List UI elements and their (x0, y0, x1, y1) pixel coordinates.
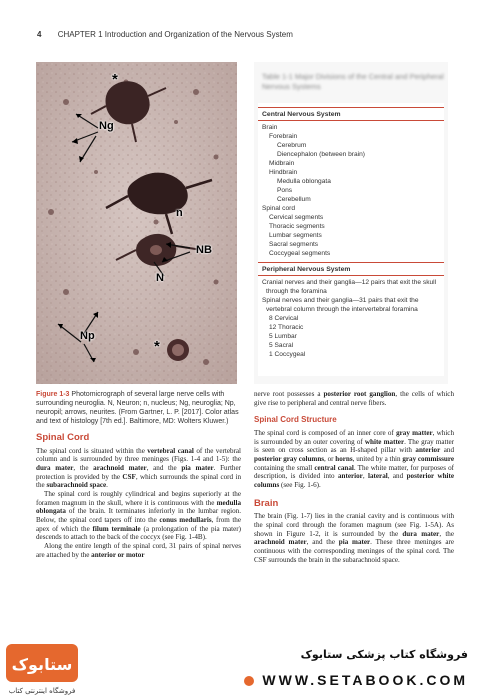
table-list-item: Hindbrain (269, 169, 298, 176)
table-list-item: Midbrain (269, 160, 295, 167)
photomicrograph (36, 62, 237, 384)
table-list-item: Pons (277, 187, 293, 194)
bold-term: dura mater (36, 463, 74, 472)
asterisk-label-bottom: * (154, 338, 160, 355)
bold-term: gray commissure (402, 454, 455, 463)
bold-term: arachnoid mater (93, 463, 147, 472)
paragraph: The spinal cord is composed of an inner core of gray matter, which is surrounded by an outer covering of white matter. The gray matter is seen on cross section as an H-shaped pillar with anterior and posterior gray columns, or horns, united by a thin gray commissure containing the small central canal. The white matter, for purposes of description, is divided into anterior, lateral, and posterior white columns (see Fig. 1-6). (254, 428, 455, 489)
page-number: 4 (37, 30, 42, 39)
bold-term: anterior (415, 446, 441, 455)
bold-term: horns (335, 454, 353, 463)
bold-term: medulla oblongata (36, 498, 241, 516)
asterisk-label-top: * (112, 71, 118, 88)
store-footer (0, 636, 500, 700)
label-nb: NB (196, 244, 212, 256)
bold-term: central canal (314, 463, 354, 472)
label-nucleus: n (176, 207, 183, 219)
figure-label: Figure 1-3 (36, 391, 70, 398)
table-list-item: Spinal cord (262, 205, 295, 212)
pns-list (258, 278, 444, 359)
table-list-item: 5 Sacral (269, 342, 294, 349)
bold-term: pia mater (181, 463, 214, 472)
table-list-item: Lumbar segments (269, 232, 322, 239)
paragraph: Along the entire length of the spinal cord, 31 pairs of spinal nerves are attached by the anterior or motor (36, 541, 241, 559)
paragraph: nerve root possesses a posterior root ganglion, the cells of which give rise to peripheral and central nerve fibers. (254, 390, 455, 407)
section-heading-spinal-cord-structure: Spinal Cord Structure (254, 415, 337, 425)
bold-term: white matter (364, 437, 405, 446)
micrograph-image (36, 62, 237, 384)
logo-text: ستابوک (11, 655, 73, 674)
table-list-item: Cervical segments (269, 214, 324, 221)
paragraph: The spinal cord is roughly cylindrical and begins superiorly at the foramen magnum in the skull, where it is continuous with the medulla oblongata of the brain. It terminates inferiorly in the lumbar region. Below, the spinal cord tapers off into the conus medullaris, from the apex of which the filum terminale (a prolongation of the pia mater) descends to attach to the back of the coccyx (see Fig. 1-4B). (36, 489, 241, 542)
logo-subtext: فروشگاه اینترنتی کتاب (8, 687, 76, 695)
table-list-item: 12 Thoracic (269, 324, 304, 331)
cns-list (258, 123, 444, 258)
bold-term: CSF (122, 472, 136, 481)
page-header (37, 30, 293, 39)
right-column (254, 390, 454, 564)
bold-term: vertebral canal (147, 446, 194, 455)
bold-term: posterior white columns (254, 472, 454, 489)
table-list-item: Diencephalon (between brain) (277, 151, 365, 158)
bold-term: anterior (338, 472, 363, 481)
table-list-item: 5 Lumbar (269, 333, 297, 340)
label-neuron: N (156, 272, 164, 284)
setabook-logo (4, 640, 80, 698)
bold-term: arachnoid mater (254, 538, 307, 547)
bold-term: posterior root ganglion (323, 390, 396, 398)
cns-heading: Central Nervous System (258, 107, 444, 121)
table-list-item: Spinal nerves and their ganglia—31 pairs that exit the vertebral column through the intervertebral foramina (262, 297, 419, 313)
bold-term: filum terminale (92, 524, 141, 533)
store-url[interactable] (242, 672, 469, 688)
table-list-item: Thoracic segments (269, 223, 325, 230)
store-url-text[interactable]: WWW.SETABOOK.COM (262, 672, 468, 688)
store-name: فروشگاه کتاب پزشکی ستابوک (300, 648, 468, 661)
table-list-item: Coccygeal segments (269, 250, 331, 257)
dot-icon (244, 676, 254, 686)
table-title: Table 1-1 Major Divisions of the Central and Peripheral Nervous Systems (262, 72, 444, 91)
figure-caption (36, 390, 241, 426)
table-list-item: Forebrain (269, 133, 298, 140)
paragraph: The spinal cord is situated within the vertebral canal of the vertebral column and is surrounded by three meninges (Figs. 1-4 and 1-5): the dura mater, the arachnoid mater, and the pia mater. Further protection is provided by the CSF, which surrounds the spinal cord in the subarachnoid space. (36, 446, 241, 490)
label-np: Np (80, 330, 95, 342)
table-list-item: Sacral segments (269, 241, 319, 248)
bold-term: subarachnoid space (46, 481, 107, 490)
table-list-item: Cerebellum (277, 196, 311, 203)
table-list-item: 1 Coccygeal (269, 351, 306, 358)
label-ng: Ng (99, 120, 114, 132)
table-list-item: Cranial nerves and their ganglia—12 pairs that exit the skull through the foramina (262, 279, 437, 295)
nervous-system-divisions-table (254, 62, 448, 384)
table-list-item: Medulla oblongata (277, 178, 331, 185)
bold-term: lateral (368, 472, 388, 481)
bold-term: gray matter (396, 428, 433, 437)
bold-term: conus medullaris (159, 515, 212, 524)
bold-term: anterior or motor (91, 550, 145, 559)
left-column (36, 434, 241, 559)
paragraph: The brain (Fig. 1-7) lies in the cranial cavity and is continuous with the spinal cord through the foramen magnum (see Fig. 1-5A). As shown in Figure 1-2, it is surrounded by the dura mater, the arachnoid mater, and the pia mater. These three meninges are continuous with the corresponding meninges of the spinal cord. The CSF surrounds the brain in the subarachnoid space. (254, 512, 454, 564)
figure-caption-text: Photomicrograph of several large nerve cells with surrounding neuroglia. N, Neuron; n, nucleus; Ng, neuroglia; Np, neuropil; arrows, neurites. (From Gartner, L. P. [2017]. Color atlas and text of histology [7th ed.]. Baltimore, MD: Wolters Kluwer.) (36, 391, 239, 425)
table-list-item: 8 Cervical (269, 315, 299, 322)
bold-term: dura mater (402, 529, 440, 538)
section-heading-brain: Brain (254, 497, 279, 509)
table-body (258, 103, 444, 376)
table-list-item: Cerebrum (277, 142, 307, 149)
table-list-item: Brain (262, 124, 278, 131)
chapter-title: CHAPTER 1 Introduction and Organization of the Nervous System (57, 30, 293, 39)
bold-term: posterior gray columns (254, 454, 325, 463)
section-heading-spinal-cord: Spinal Cord (36, 432, 90, 443)
bold-term: pia mater (338, 538, 371, 547)
pns-heading: Peripheral Nervous System (258, 262, 444, 276)
